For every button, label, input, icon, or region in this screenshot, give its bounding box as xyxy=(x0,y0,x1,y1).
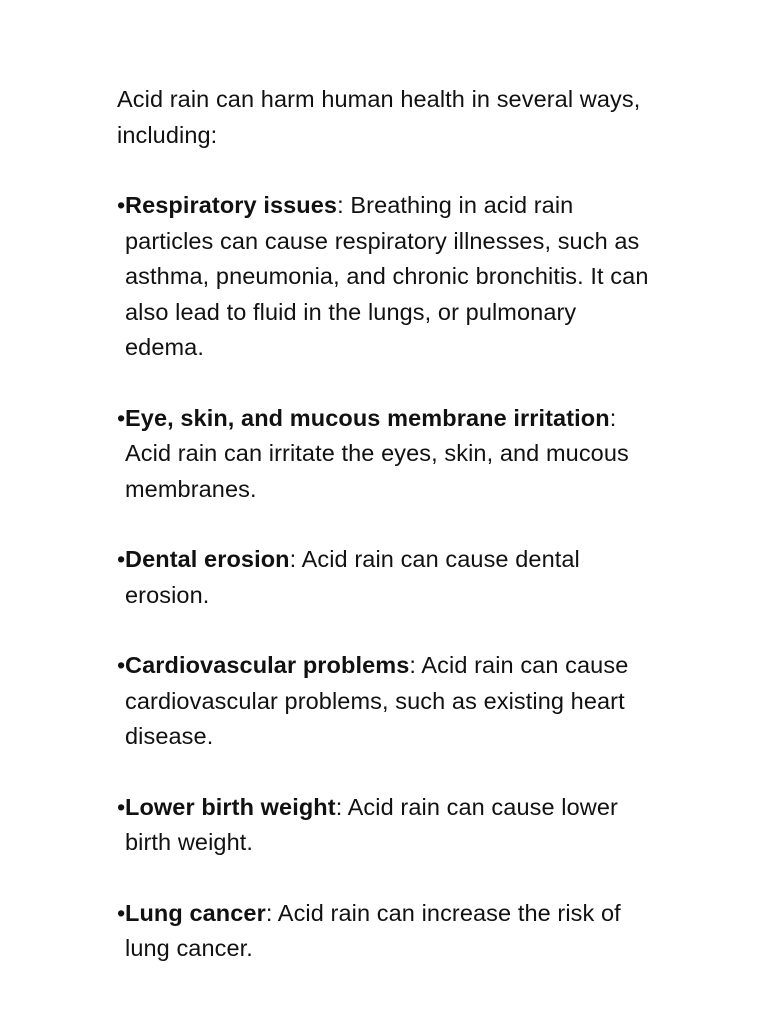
list-item-text xyxy=(125,188,657,366)
list-item-term: Dental erosion xyxy=(125,546,290,572)
bullet-marker: • xyxy=(117,793,126,820)
list-item-irritation xyxy=(117,401,657,508)
list-item-description: Acid rain can increase the risk of lung cancer. xyxy=(125,899,621,961)
term-separator: : xyxy=(335,793,348,820)
list-item-description: Breathing in acid rain particles can cause respiratory illnesses, such as asthma, pneumonia, and chronic bronchitis. It can also lead to fluid in the lungs, or pulmonary edema. xyxy=(125,192,649,360)
list-item-description: Acid rain can cause dental erosion. xyxy=(125,546,580,608)
list-item-term: Respiratory issues xyxy=(125,192,338,218)
list-item-term: Lung cancer xyxy=(125,899,266,926)
list-item-term: Cardiovascular problems xyxy=(125,652,410,678)
list-item-term: Eye, skin, and mucous membrane irritation xyxy=(125,404,610,431)
term-separator: : xyxy=(337,192,351,218)
list-item-text xyxy=(125,648,657,755)
list-item-lung-cancer xyxy=(117,896,657,967)
list-item-respiratory xyxy=(117,188,657,366)
bullet-marker: • xyxy=(117,192,126,218)
intro-paragraph: Acid rain can harm human health in several ways, including: xyxy=(117,86,641,148)
list-item-text xyxy=(125,790,657,861)
bullet-marker: • xyxy=(117,652,126,678)
term-separator: : xyxy=(265,899,278,926)
term-separator: : xyxy=(289,546,302,572)
list-item-description: Acid rain can cause cardiovascular problems, such as existing heart disease. xyxy=(125,652,629,749)
list-item-birth-weight xyxy=(117,790,657,861)
list-item-text xyxy=(125,401,657,508)
document-body xyxy=(117,82,657,1002)
list-item-cardiovascular xyxy=(117,648,657,755)
list-item-term: Lower birth weight xyxy=(125,793,336,820)
term-separator: : xyxy=(409,652,422,678)
list-item-description: Acid rain can irritate the eyes, skin, and mucous membranes. xyxy=(125,440,629,502)
list-item-description: Acid rain can cause lower birth weight. xyxy=(125,793,618,855)
list-item-dental xyxy=(117,542,657,613)
term-separator: : xyxy=(609,404,617,431)
list-item-text xyxy=(125,896,657,967)
bullet-marker: • xyxy=(117,404,126,431)
bullet-marker: • xyxy=(117,546,126,572)
list-item-text xyxy=(125,542,657,613)
bullet-marker: • xyxy=(117,899,126,926)
